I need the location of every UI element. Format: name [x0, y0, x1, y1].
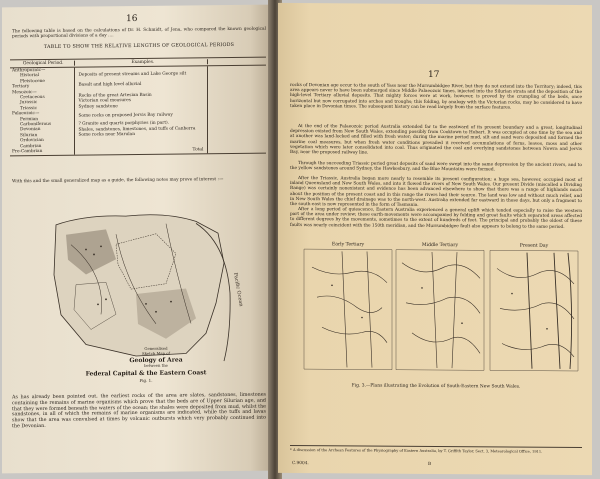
- left-page: [2, 5, 272, 474]
- page-number: 17: [428, 69, 440, 81]
- footnote: * A discussion of the Archean Features of the Physiography of Eastern Australia, by T. Griffith Taylor, Sect. 3, Meteorological Office, 1911.: [290, 445, 582, 455]
- evolution-figure: [302, 237, 580, 379]
- footer-left: C.9004.: [292, 461, 309, 467]
- figure-caption: Fig. 3.—Plans illustrating the Evolution of South-Eastern New South Wales.: [351, 383, 521, 390]
- footer-right: B: [428, 461, 432, 467]
- example-row: ? Granite and quartz porphyries (in part).: [78, 121, 170, 128]
- geological-periods-table: [10, 57, 266, 156]
- header-period: Geological Period.: [22, 60, 64, 67]
- map-label-3: Geology of Area: [129, 356, 183, 365]
- period-row: Cretaceous: [20, 94, 45, 101]
- period-row: Tertiary: [12, 84, 30, 90]
- map-title: Federal Capital & the Eastern Coast: [85, 369, 207, 378]
- paragraph: At the end of the Palaeozoic period Australia extended far to the eastward of its present boundary and a great, longitudinal depression existed from New South Wales, extending possibly from Cooktown to Hobart. It was occupied at one time by the sea and at another was land-locked and filled with fresh water; during the marine period mud, silt and sand were deposited and formed the marine coal measures, but when fresh water conditions prevailed it received accumulations of ferns, leaves, moss and other vegetation which were later consolidated into coal. Thus originated the coal and overlying sandstones between Nowra and Jervis Bay, near the proposed railway line.: [290, 124, 582, 156]
- period-row: Triassic: [20, 105, 38, 112]
- example-row: Shales, sandstones, limestones, and tuffs of Canberra: [78, 126, 196, 133]
- fig-label: Fig. 1.: [139, 377, 153, 383]
- example-row: Deposits of present streams and Lake George silt: [78, 71, 187, 78]
- map-side-text: Pacific Ocean: [232, 272, 244, 308]
- bottom-paragraph: As has already been pointed out, the earliest rocks of the area are slates, sandstones, limestones containing the remains of marine organisms which prove that the beds are of Upper Silurian age, and that they were formed beneath the waters of the ocean; the shales were deposited from mud, whilst the sandstones, in all of which the remains of marine organisms are indicated, while the tuffs and lavas show that the area was convulsed at times by volcanic outbursts which very probably continued into the Devonian.: [12, 392, 266, 430]
- examples-column: [74, 66, 207, 154]
- table-body: [10, 66, 266, 155]
- paragraph: Through the succeeding Triassic period great deposits of sand were swept into the same depression by the ancient rivers, and to the yellow sandstones around Sydney, the Hawkesbury, and the Blue Mountains were formed.: [290, 161, 582, 173]
- intro-paragraph: The following table is based on the calculations of Dr. H. Schmidt, of Jena, who compared the known geological periods with proportional divisions of a day ....: [12, 26, 266, 40]
- table-title: TABLE TO SHOW THE RELATIVE LENGTHS OF GEOLOGICAL PERIODS: [43, 42, 235, 50]
- fig-heading: Present Day: [519, 243, 549, 249]
- map-label-1: Generalised: [144, 345, 168, 351]
- header-examples: Examples.: [74, 59, 207, 65]
- period-row: Pre-Cambrian: [12, 149, 43, 155]
- period-row: Ordovician: [20, 138, 44, 144]
- period-row: Pleistocene: [20, 78, 45, 85]
- period-row: Silurian: [20, 132, 38, 139]
- period-row: Mesozoic—: [12, 89, 37, 95]
- right-page: [278, 3, 592, 475]
- fig-heading: Middle Tertiary: [421, 242, 459, 249]
- page-number: 16: [126, 13, 138, 25]
- example-row: Some rocks near Marulan: [78, 132, 135, 138]
- period-row: Carboniferous: [20, 121, 52, 128]
- example-row: Some rocks on proposed Jervis Bay railway: [78, 112, 173, 119]
- period-row: Cambrian: [20, 143, 42, 149]
- period-row: Anthropozoic—: [12, 67, 46, 74]
- paragraph: rocks of Devonian age occur to the south of Yass near the Murrumbidgee River, but they do not extend into the Territory; indeed, this area appears never to have been submerged since Middle Palaeozoic times, injected into the Silurian strata and the deposition of the high-level Tertiary alluvial deposits. That mighty forces were at work, however, is proved by the crumpling of the beds, once horizontal but now corrugated into arches and troughs; this folding, by analogy with the Victorian rocks, may be considered to have taken place in Devonian times. The subsequent history can be read largely from the surface features.: [290, 82, 582, 111]
- time-column: [207, 66, 266, 153]
- map-label-4: between the: [144, 362, 168, 368]
- example-row: Basalt and high level alluvial: [78, 82, 142, 89]
- period-row: Devonian: [20, 127, 41, 133]
- period-row: Historial: [20, 73, 40, 79]
- period-row: Palaeozoic—: [12, 111, 40, 117]
- total-label: Total: [192, 146, 204, 153]
- map-label-2: Sketch Map of: [142, 350, 170, 356]
- period-column: [10, 68, 74, 155]
- header-time: [207, 59, 266, 65]
- period-row: Permian: [20, 116, 39, 122]
- example-row: Rocks of the great Artesian Basin: [78, 92, 152, 99]
- example-row: Victorian coal measures: [78, 98, 131, 104]
- paragraph: After the Triassic, Australia began more nearly to resemble its present configuration; a huge sea, however, occupied most of inland Queensland and New South Wales, and into it flowed the rivers of New South Wales. Our present Divide (miscalled a Dividing Range) was certainly nonexistent and evidence has been advanced elsewhere to show that there was a range of highlands much about the position of the present coast and in this range the rivers had their source. The land was low and without much relief, and in New South Wales the chief drainage was to the north-west. Australia extended far eastward in those days, but only a fragment to the south-east is now represented in the form of Tasmania.: [290, 176, 582, 208]
- caption-intro: With this and the small generalized map as a guide, the following notes may prove of interest :—: [12, 177, 224, 185]
- period-row: Jurassic: [20, 100, 38, 106]
- fig-heading: Early Tertiary: [331, 242, 365, 248]
- example-row: Sydney sandstone: [78, 103, 118, 110]
- geology-sketch-map: [46, 203, 246, 385]
- paragraph: After a long period of quiescence, Eastern Australia experienced a general uplift which tended especially to raise the western part of the area under review; these earth-movements were accompanied by folding and great faults which separated areas affected to different degrees by the movements, sometimes to the extent of hundreds of feet. The principal and probably the oldest of these faults was nearly coincident with the 150th meridian, and the Murrumbidgee fault also appears to belong to the same period.: [290, 207, 582, 230]
